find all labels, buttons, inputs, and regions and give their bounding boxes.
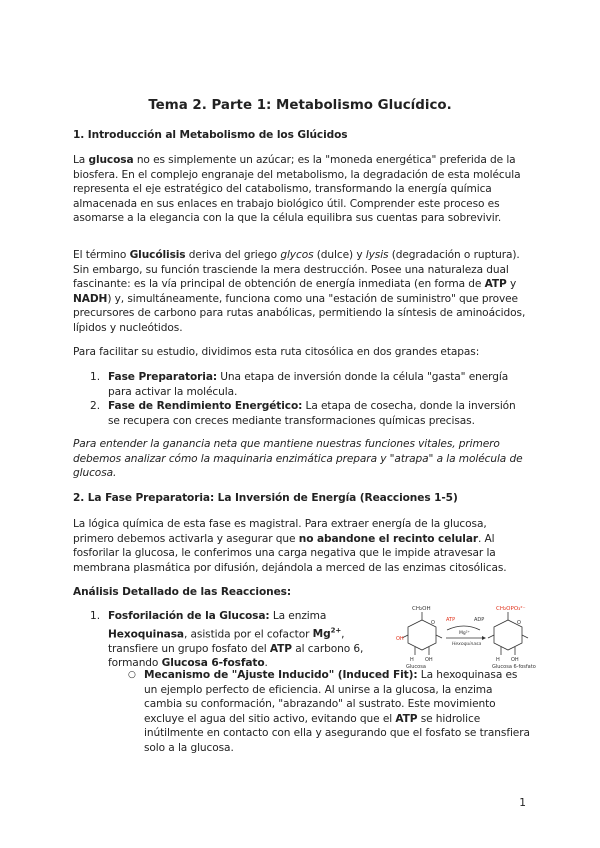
term-lysis: lysis — [365, 249, 389, 261]
oh-label: OH — [511, 657, 519, 663]
text-run: La — [73, 154, 89, 166]
reaction-title: Fosforilación de la Glucosa: — [108, 610, 270, 622]
text-run: deriva del griego — [185, 249, 281, 261]
list-number: 1. — [90, 610, 101, 622]
arrow-head — [482, 636, 486, 640]
charge-superscript: 2+ — [330, 626, 342, 635]
list-number: 2. — [90, 400, 101, 412]
intro-paragraph-1 — [73, 153, 529, 226]
text-run: ) y, simultáneamente, funciona como una "estación de suministro" que provee precursores de carbono para rutas anabólicas, permitiendo la síntesis de aminoácidos, lípidos y nucleótidos. — [73, 292, 526, 334]
term-atp: ATP — [395, 712, 418, 725]
term-nadh: NADH — [73, 292, 108, 305]
ch2oh-label: CH₂OH — [412, 606, 431, 612]
text-run: La enzima — [269, 610, 327, 622]
text-run: El término — [73, 249, 130, 261]
term-atp: ATP — [269, 642, 292, 655]
induced-fit-description — [144, 668, 530, 756]
atp-arc — [447, 626, 480, 630]
text-run: , asistida por el cofactor — [183, 628, 313, 641]
glucose-label: Glucosa — [406, 664, 426, 670]
text-run: y — [506, 278, 517, 291]
intro-paragraph-3: Para facilitar su estudio, dividimos esta ruta citosólica en dos grandes etapas: — [73, 346, 480, 358]
term-atp: ATP — [484, 278, 507, 291]
oh-label: OH — [425, 657, 433, 663]
page-title: Tema 2. Parte 1: Metabolismo Glucídico. — [148, 98, 452, 113]
text-run: (dulce) y — [313, 249, 366, 261]
text-run: La hexoquinasa es un ejemplo perfecto de eficiencia. Al unirse a la glucosa, la enzima cambia su conformación, "abrazando" al sustrato. Este movimiento excluye el agua del sitio activo, evitando que el — [144, 669, 518, 725]
h-label: H — [496, 657, 500, 663]
term-mg — [313, 628, 341, 640]
term-glucosa-6-fosfato: Glucosa 6-fosfato — [161, 657, 265, 670]
enzyme-label: Hexoquinasa — [452, 642, 482, 647]
text-run: se hidrolice inútilmente en contacto con ella y asegurando que el fosfato se transfiera solo a la glucosa. — [144, 712, 530, 754]
term-glucolisis: Glucólisis — [129, 249, 186, 261]
section-2-heading: 2. La Fase Preparatoria: La Inversión de Energía (Reacciones 1-5) — [73, 492, 458, 504]
section-1-heading: 1. Introducción al Metabolismo de los Glúcidos — [73, 129, 348, 141]
list-item-text: Una etapa de inversión donde la célula "gasta" energía para activar la molécula. — [108, 371, 509, 398]
text-run: (degradación o ruptura). Sin embargo, su función trasciende la mera destrucción. Posee una naturaleza dual fascinante: es la vía principal de obtención de energía inmediata (en forma de — [73, 249, 520, 291]
reaction-1-description — [108, 609, 393, 671]
term-glucosa: glucosa — [88, 154, 134, 166]
ch2opo3-label: CH₂OPO₃²⁻ — [496, 606, 526, 612]
list-item-title: Fase de Rendimiento Energético: — [108, 400, 303, 412]
italic-note: Para entender la ganancia neta que mantiene nuestras funciones vitales, primero debemos analizar cómo la maquinaria enzimática prepara y "atrapa" a la molécula de glucosa. — [73, 438, 523, 480]
sub-item-title: Mecanismo de "Ajuste Inducido" (Induced Fit): — [144, 669, 418, 681]
term-recinto: no abandone el recinto celular — [298, 532, 478, 545]
text-run: . — [264, 657, 268, 670]
page-number: 1 — [519, 797, 526, 809]
h-label: H — [410, 657, 414, 663]
list-item-title: Fase Preparatoria: — [108, 371, 218, 383]
glucose-6-phosphate-label: Glucosa 6-fosfato — [492, 664, 536, 670]
atp-label: ATP — [446, 617, 456, 623]
list-item-text: La etapa de cosecha, donde la inversión se recupera con creces mediante transformaciones químicas precisas. — [108, 400, 516, 427]
list-item-fase-rendimiento — [108, 399, 530, 428]
ring-oxygen-label: O — [517, 620, 521, 626]
section-2-paragraph — [73, 517, 529, 575]
glucose-6-phosphate-structure — [488, 612, 528, 655]
glucose-structure — [402, 612, 442, 655]
intro-paragraph-2 — [73, 248, 529, 336]
term-glycos: glycos — [280, 249, 314, 261]
text-run: La lógica química de esta fase es magistral. Para extraer energía de la glucosa, primero debemos activarla y asegurar que — [73, 518, 487, 545]
sub-bullet: ○ — [128, 670, 136, 680]
text-run: . Al fosforilar la glucosa, le conferimos una carga negativa que le impide atravesar la membrana plasmática por difusión, dejándola a merced de las enzimas citosólicas. — [73, 532, 507, 574]
text-run: no es simplemente un azúcar; es la "moneda energética" preferida de la biosfera. En el complejo engranaje del metabolismo, la degradación de esta molécula representa el eje estratégico del catabolismo, transformando la energía química almacenada en sus enlaces en trabajo biológico útil. Comprender este proceso es asomarse a la elegancia con la que la célula equilibra sus cuentas para sobrevivir. — [73, 154, 521, 225]
hexokinase-reaction-diagram — [392, 600, 537, 670]
text-run: al carbono 6, formando — [108, 642, 364, 670]
text-run: , transfiere un grupo fosfato del — [108, 628, 345, 655]
list-number: 1. — [90, 371, 101, 383]
oh-label: OH — [396, 636, 404, 642]
list-item-fase-preparatoria — [108, 370, 528, 399]
adp-label: ADP — [474, 617, 485, 623]
text-run: Mg — [312, 628, 331, 641]
ring-oxygen-label: O — [431, 620, 435, 626]
term-hexoquinasa: Hexoquinasa — [108, 628, 184, 641]
mg-label: Mg²⁺ — [459, 631, 470, 636]
analysis-heading: Análisis Detallado de las Reacciones: — [73, 586, 291, 598]
